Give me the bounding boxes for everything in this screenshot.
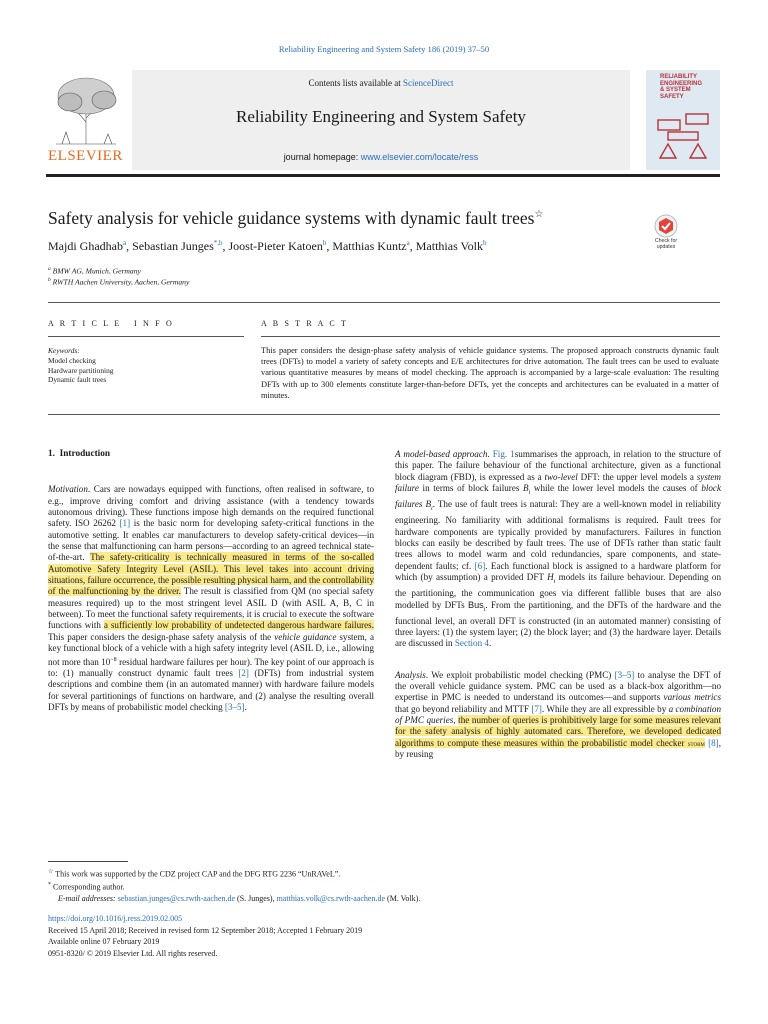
paragraph-motivation: Motivation. Cars are nowadays equipped with functions, often realised in software, to e.g., improve driving comfort and driving assistance (with a tendency towards autonomous driving). These functions impose high demands on the required functional safety. ISO 26262 [1] is the basic norm for developing safety-critical functions in the automotive setting. It enables car manufacturers to develop safety-critical devices—in the sense that malfunctioning can harm persons—according to an agreed technical state-of-the-art. The safety-criticality is technically measured in terms of the so-called Automotive Safety Integrity Level (ASIL). This level takes into account driving situations, failure occurrence, the possible resulting physical harm, and the controllability of the malfunctioning by the driver. The result is classified from QM (no special safety measures required) up to the most stringent level ASIL D (with ASIL A, B, C in between). To meet the functional safety requirements, it is crucial to execute the software functions with a sufficiently low probability of undetected dangerous hardware failures. This paper considers the design-phase safety analysis of the vehicle guidance system, a key functional block of a vehicle with a high safety integrity level (ASIL D, i.e., allowing not more than $10^{-8}$ residual hardware failures per hour). The key point of our approach is to: (1) manually construct dynamic fault trees [2] (DFTs) from industrial system descriptions and combine them (in an automated manner) with hardware failure models for several partitionings of functions on hardware, and (2) analyse the resulting overall DFTs by means of probabilistic model checking [3–5]. (48, 484, 375, 712)
citation-link[interactable]: [1] (119, 518, 131, 529)
journal-reference[interactable]: Reliability Engineering and System Safety 186 (2019) 37–50 (278, 44, 490, 54)
author: Sebastian Junges (132, 239, 214, 253)
section-heading: 1. Introduction (48, 449, 111, 459)
abstract-text: This paper considers the design-phase safety analysis of vehicle guidance systems. The proposed approach constructs dynamic fault trees (DFTs) to model a variety of safety concepts and E/E architectures for drive automation. The fault trees can be used to evaluate various quantitative measures by means of model checking. The approach is accompanied by a large-scale evaluation: The resulting DFTs with up to 300 elements constitute larger-than-before DFTs, yet the concepts and architectures can be evaluated in a matter of minutes. (261, 346, 719, 400)
corresponding-footnote: * Corresponding author. (48, 882, 125, 892)
author-affiliation-mark[interactable]: b (322, 239, 327, 247)
email-footnote: E-mail addresses: sebastian.junges@cs.rwth-aachen.de (S. Junges), matthias.volk@cs.rwth-aachen.de (M. Volk). (58, 894, 421, 904)
publisher-name: ELSEVIER (48, 148, 123, 164)
divider (48, 336, 244, 337)
keyword: Dynamic fault trees (48, 375, 107, 385)
highlight: the number of queries is prohibitively large for some measures relevant for the safety analysis of highly automated cars. Therefore, we developed dedicated algorithms to compute these measures within the probabilistic model checker storm (395, 715, 722, 748)
citation-link[interactable]: [3–5] (614, 669, 635, 680)
email-link[interactable]: sebastian.junges@cs.rwth-aachen.de (117, 894, 236, 904)
homepage-link[interactable]: www.elsevier.com/locate/ress (360, 152, 479, 162)
author: Majdi Ghadhab (48, 239, 123, 253)
copyright: 0951-8320/ © 2019 Elsevier Ltd. All rights reserved. (48, 948, 218, 958)
figure-link[interactable]: Fig. 1 (492, 449, 515, 459)
journal-title: Reliability Engineering and System Safety (236, 107, 526, 126)
funding-footnote: ☆ This work was supported by the CDZ project CAP and the DFG RTG 2236 “UnRAVeL”. (48, 869, 341, 879)
publication-info (48, 913, 718, 959)
article-info-heading: A R T I C L E I N F O (48, 319, 175, 328)
cover-title: RELIABILITY ENGINEERING & SYSTEM SAFETY (660, 74, 703, 100)
keywords-block (48, 346, 113, 385)
divider (261, 336, 720, 337)
homepage-prefix: journal homepage: (283, 152, 361, 162)
header-rule (46, 174, 720, 177)
paragraph-model-based-approach: A model-based approach. Fig. 1summarises the approach, in relation to the structure of this paper. The failure behaviour of the functional architecture, given as a functional block diagram (FBD), is expressed as a two-level DFT: the upper level models a system failure in terms of block failures $B_i$ while the lower level models the causes of block failures $B_i$. The use of fault trees is natural: They are a well-known model in reliability engineering. No familiarity with additional formalisms is required. Fault trees for hardware components are typically provided by manufacturers. Failures in function blocks can easily be described by fault trees. The use of DFTs rather than static fault trees allows to model warm and cold redundancies, spare components, and state-dependent faults; cf. [6]. Each functional block is assigned to a hardware platform for which (by assumption) a provided DFT $H_i$ models its failure behaviour. Depending on the partitioning, the communication goes via different fallible buses that are also modelled by DFTs Bus$_i$. From the partitioning, and the DFTs of the hardware and the functional level, an overall DFT is constructed (in an automated manner) consisting of three layers: (1) the system layer; (2) the block layer; and (3) the hardware layer. Details are discussed in Section 4. (395, 449, 722, 649)
author: Matthias Kuntz (332, 239, 407, 253)
footnotes (48, 867, 718, 905)
keyword: Hardware partitioning (48, 365, 114, 375)
abstract-heading: A B S T R A C T (261, 319, 349, 328)
author-list: Majdi Ghadhab$^a$, Sebastian Junges$^{*,b}$, Joost-Pieter Katoen$^b$, Matthias Kuntz$^a$, Matthias Volk$^b$ (48, 239, 487, 253)
title-footnote-mark[interactable]: ☆ (534, 209, 544, 221)
divider (48, 302, 720, 303)
author-affiliation-mark[interactable]: *,b (213, 239, 223, 247)
paragraph-analysis: Analysis. We exploit probabilistic model checking (PMC) [3–5] to analyse the DFT of the overall vehicle guidance system. PMC can be used as a black-box algorithm—no expertise in PMC is needed to understand its outcomes—and supports various metrics that go beyond reliability and MTTF [7]. While they are all expressible by a combination of PMC queries, the number of queries is prohibitively large for some measures relevant for the safety analysis of highly automated cars. Therefore, we developed dedicated algorithms to compute these measures within the probabilistic model checker storm [8], by reusing (395, 669, 722, 760)
email-link[interactable]: matthias.volk@cs.rwth-aachen.de (276, 894, 386, 904)
body-left-column (48, 449, 374, 721)
contents-line (132, 78, 630, 88)
author: Joost-Pieter Katoen (228, 239, 323, 253)
received-dates: Received 15 April 2018; Received in revised form 12 September 2018; Accepted 1 February 2019 (48, 925, 363, 935)
highlight: a sufficiently low probability of undetected dangerous hardware failures. (103, 620, 374, 631)
citation-link[interactable]: [3–5] (224, 701, 245, 712)
cover-illustration-icon (654, 110, 714, 162)
divider (48, 414, 720, 415)
check-for-updates-badge[interactable]: Check for updates (646, 212, 686, 252)
keywords-label: Keywords: (48, 346, 80, 355)
citation-link[interactable]: [6] (474, 560, 486, 571)
section-link[interactable]: Section 4 (454, 638, 489, 649)
body-right-column (395, 449, 721, 769)
citation-link[interactable]: [8] (708, 737, 719, 748)
author-affiliation-mark[interactable]: a (122, 239, 127, 247)
author-affiliation-mark[interactable]: b (482, 239, 487, 247)
citation-link[interactable]: [2] (238, 667, 249, 678)
footnote-rule (48, 861, 128, 862)
article-title: Safety analysis for vehicle guidance systems with dynamic fault trees☆ (48, 208, 544, 228)
doi-link[interactable]: https://doi.org/10.1016/j.ress.2019.02.005 (48, 914, 183, 923)
contents-prefix: Contents lists available at (308, 78, 403, 88)
author-affiliation-mark[interactable]: a (406, 239, 410, 247)
citation-link[interactable]: [7] (531, 703, 542, 714)
keyword: Model checking (48, 355, 96, 365)
affiliation-a: $^a$ BMW AG, Munich, Germany (48, 266, 141, 276)
affiliation-b: $^b$ RWTH Aachen University, Aachen, Germany (48, 277, 190, 287)
journal-cover[interactable] (646, 70, 720, 170)
author: Matthias Volk (415, 239, 483, 253)
online-date: Available online 07 February 2019 (48, 937, 160, 946)
highlight: The safety-criticality is technically measured in terms of the so-called Automotive Safety Integrity Level (ASIL). This level takes into account driving situations, failure occurrence, the possible resulting physical harm, and the controllability of the malfunctioning by the driver. (48, 552, 374, 597)
sciencedirect-link[interactable]: ScienceDirect (403, 78, 454, 88)
homepage-line (132, 152, 630, 162)
